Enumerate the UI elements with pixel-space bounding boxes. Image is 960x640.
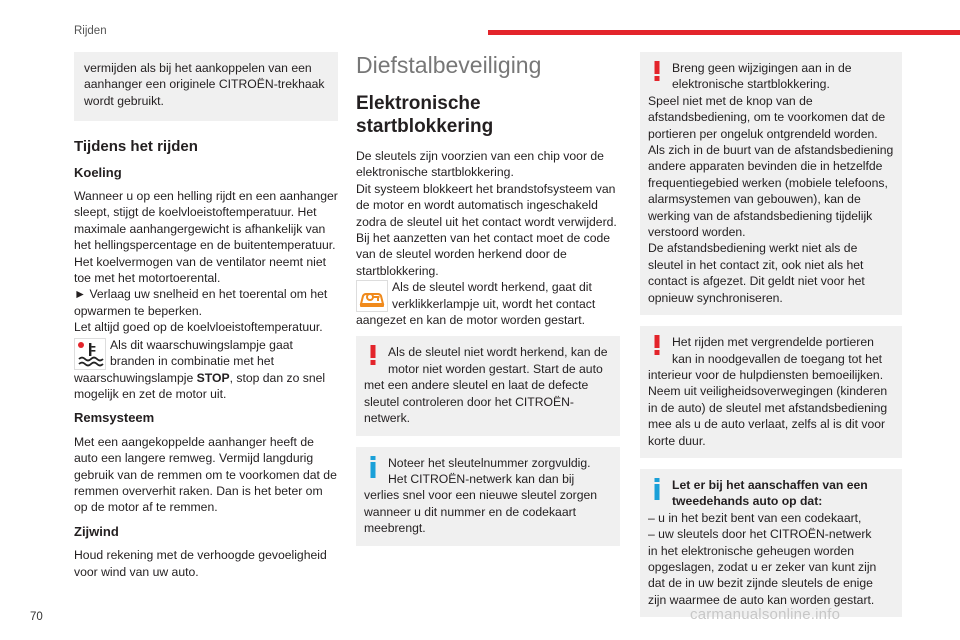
locked-doors-lead: Het rijden met vergrendelde portieren kan in noodgevallen de toegang tot het [672,335,883,366]
subheading-crosswind: Zijwind [74,523,119,539]
warning-exclamation-icon [366,345,380,365]
coolant-warning-line1: Als dit waarschuwingslampje gaat [110,337,293,352]
warning-box-locked-doors [640,326,902,458]
crosswind-paragraph: Houd rekening met de verhoogde gevoeligheid voor wind van uw auto. [74,548,327,579]
subheading-cooling: Koeling [74,164,122,180]
stop-text-pre: waarschuwingslampje [74,370,197,385]
chapter-title-antitheft: Diefstalbeveiliging [356,52,542,78]
column-middle [356,52,620,557]
immobiliser-after-icon: aangezet en kan de motor worden gestart. [356,313,585,328]
info-rest-text: verlies snel voor een nieuwe sleutel zorgen wanneer u dit nummer en de codekaart meebrengt. [364,488,598,536]
remote-warning-p2: Als zich in de buurt van de afstandsbediening andere apparaten bevinden die in hetzelfde frequentiegebied werken (mobiele telefoons, alarmsystemen van gebouwen), kan de werking van de afstandsbediening tijdelijk verstoord worden. [648,143,894,240]
coolant-stop-text [74,370,338,403]
key-immobiliser-icon [356,280,388,312]
coolant-temperature-icon [74,338,106,370]
remote-warning-p3: De afstandsbediening werkt niet als de sleutel in het contact zit, ook niet als het contact is afgezet. Dit geldt niet voor het opnieuw synchroniseren. [648,241,865,305]
running-header: Rijden [74,25,107,37]
immobiliser-p1: De sleutels zijn voorzien van een chip voor de elektronische startblokkering. [356,149,604,180]
section-title-immobiliser: Elektronische startblokkering [356,93,494,137]
immobiliser-lamp-line1: Als de sleutel wordt herkend, gaat dit [392,280,592,295]
subheading-brakes: Remsysteem [74,410,155,426]
used-car-lead: Let er bij het aanschaffen van een tweedehands auto op dat: [672,477,868,509]
header-accent-bar [488,30,960,35]
info-box-key-number [356,447,620,546]
used-car-item-2: – uw sleutels door het CITROËN-netwerk [648,527,872,542]
used-car-item-1: – u in het bezit bent van een codekaart, [648,510,862,525]
warning-rest-text: met een andere sleutel en laat de defecte sleutel controleren door het CITROËN-netwerk. [364,378,589,426]
immobiliser-lamp-line2: verklikkerlampje uit, wordt het contact [392,296,596,311]
page-number: 70 [30,611,43,623]
cooling-instruction: ► Verlaag uw snelheid en het toerental om het opwarmen te beperken. [74,287,328,318]
immobiliser-lamp-block [356,279,620,312]
info-lead-text: Noteer het sleutelnummer zorgvuldig. Het CITROËN-netwerk kan dan bij [388,455,591,486]
remote-warning-p1: Speel niet met de knop van de afstandsbediening, om te voorkomen dat de portieren per ongeluk ontgrendeld worden. [648,93,886,141]
note-text: vermijden als bij het aankoppelen van een aanhanger een originele CITROËN-trekhaak wordt gebruikt. [84,61,325,108]
info-icon [366,456,380,476]
stop-word: STOP [196,370,230,385]
info-box-used-car [640,469,902,617]
section-heading-while-driving: Tijdens het rijden [74,138,198,156]
column-left [74,52,338,586]
cooling-paragraph: Wanneer u op een helling rijdt en een aanhanger sleept, stijgt de koelvloeistoftemperatuur. Het maximale aanhangergewicht is afhankelijk van het hellingspercentage en de buitentemperatuur. Het koelvermogen van de ventilator neemt niet toe met het motortoerental. [74,189,338,286]
warning-box-remote [640,52,902,315]
info-icon [650,478,664,498]
immobiliser-p3: Bij het aanzetten van het contact moet de code van de sleutel worden herkend door de startblokkering. [356,231,611,278]
cooling-watch-temp: Let altijd goed op de koelvloeistoftemperatuur. [74,320,323,335]
warning-exclamation-icon [650,61,664,81]
remote-warning-lead: Breng geen wijzigingen aan in de elektronische startblokkering. [672,61,852,92]
warning-box-key-not-recognised [356,336,620,435]
coolant-warning-block [74,337,338,370]
coolant-warning-line2: branden in combinatie met het [110,354,274,369]
warning-lead-text: Als de sleutel niet wordt herkend, kan de motor niet worden gestart. Start de auto [388,345,608,376]
immobiliser-p2: Dit systeem blokkeert het brandstofsysteem van de motor en wordt automatisch ingeschakeld zodra de sleutel uit het contact wordt verwijderd. [356,181,617,229]
stop-text-post: , stop dan zo snel mogelijk en zet de motor uit. [74,370,326,401]
note-box-tow-hitch [74,52,338,121]
brakes-paragraph: Met een aangekoppelde aanhanger heeft de auto een langere remweg. Vermijd langdurig gebruik van de remmen om te voorkomen dat de remmen oververhit raken. Dan is het beter om op de motor af te remmen. [74,434,337,515]
column-right [640,52,902,628]
locked-doors-rest: interieur voor de hulpdiensten bemoeilijken. Neem uit veiligheidsoverwegingen (kinderen in de auto) de sleutel met afstandsbediening mee als u de auto verlaat, zelfs al is dit voor korte duur. [648,367,888,448]
used-car-rest: in het elektronische geheugen worden opgeslagen, zodat u er zeker van kunt zijn dat de in uw bezit zijnde sleutels de enige zijn waarmee de auto kan worden gestart. [648,543,877,607]
watermark: carmanualsonline.info [690,606,841,623]
warning-exclamation-icon [650,335,664,355]
